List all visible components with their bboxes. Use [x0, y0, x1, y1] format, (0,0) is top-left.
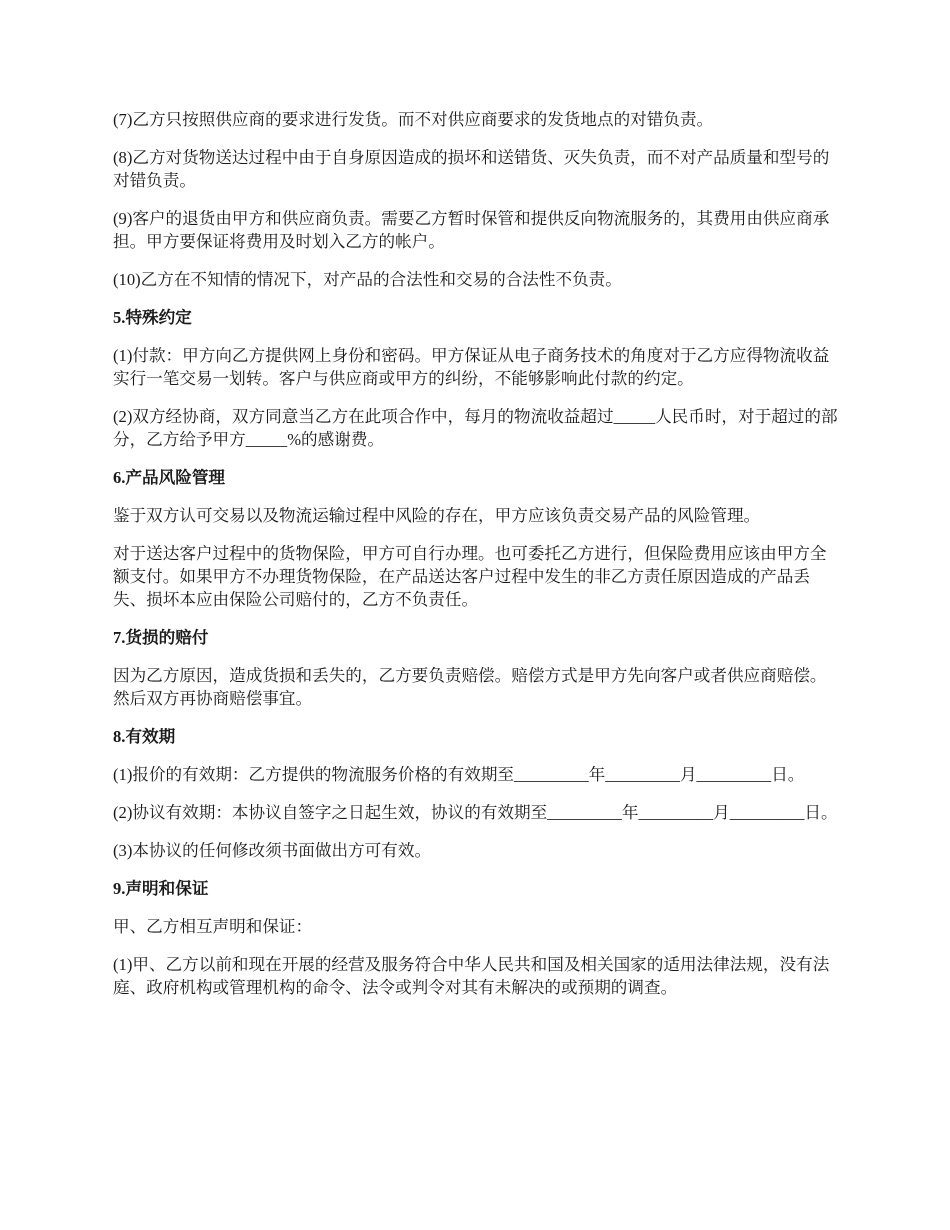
- representations-intro: 甲、乙方相互声明和保证：: [113, 917, 313, 936]
- clause-8-damage-liability: (8)乙方对货物送达过程中由于自身原因造成的损坏和送错货、灭失负责，而不对产品质量和型号的对错负责。: [113, 148, 830, 190]
- damage-compensation-text: 因为乙方原因，造成货损和丢失的，乙方要负责赔偿。赔偿方式是甲方先向客户或者供应商赔偿。然后双方再协商赔偿事宜。: [113, 666, 827, 708]
- section-heading-damage-compensation: 7.货损的赔付: [113, 628, 209, 647]
- document-page: [113, 108, 843, 1014]
- section-heading-special-terms: 5.特殊约定: [113, 308, 192, 327]
- clause-9-returns: (9)客户的退货由甲方和供应商负责。需要乙方暂时保管和提供反向物流服务的，其费用由供应商承担。甲方要保证将费用及时划入乙方的帐户。: [113, 209, 830, 251]
- representations-compliance: (1)甲、乙方以前和现在开展的经营及服务符合中华人民共和国及相关国家的适用法律法规，没有法庭、政府机构或管理机构的命令、法令或判令对其有未解决的或预期的调查。: [113, 955, 830, 997]
- section-heading-representations: 9.声明和保证: [113, 879, 209, 898]
- section-heading-risk-management: 6.产品风险管理: [113, 468, 226, 487]
- risk-management-intro: 鉴于双方认可交易以及物流运输过程中风险的存在，甲方应该负责交易产品的风险管理。: [113, 506, 761, 525]
- clause-7-delivery: (7)乙方只按照供应商的要求进行发货。而不对供应商要求的发货地点的对错负责。: [113, 110, 714, 129]
- validity-amendments: (3)本协议的任何修改须书面做出方可有效。: [113, 841, 432, 860]
- validity-quote: (1)报价的有效期：乙方提供的物流服务价格的有效期至_________年_________月_________日。: [113, 765, 805, 784]
- section-heading-validity: 8.有效期: [113, 727, 176, 746]
- special-terms-payment: (1)付款：甲方向乙方提供网上身份和密码。甲方保证从电子商务技术的角度对于乙方应得物流收益实行一笔交易一划转。客户与供应商或甲方的纠纷，不能够影响此付款的约定。: [113, 346, 830, 388]
- special-terms-bonus: (2)双方经协商，双方同意当乙方在此项合作中，每月的物流收益超过_____人民币时，对于超过的部分，乙方给予甲方_____%的感谢费。: [113, 407, 838, 449]
- clause-10-legality: (10)乙方在不知情的情况下，对产品的合法性和交易的合法性不负责。: [113, 270, 622, 289]
- validity-agreement: (2)协议有效期：本协议自签字之日起生效，协议的有效期至_________年_________月_________日。: [113, 803, 838, 822]
- risk-management-insurance: 对于送达客户过程中的货物保险，甲方可自行办理。也可委托乙方进行，但保险费用应该由甲方全额支付。如果甲方不办理货物保险，在产品送达客户过程中发生的非乙方责任原因造成的产品丢失、损坏本应由保险公司赔付的，乙方不负责任。: [113, 544, 827, 609]
